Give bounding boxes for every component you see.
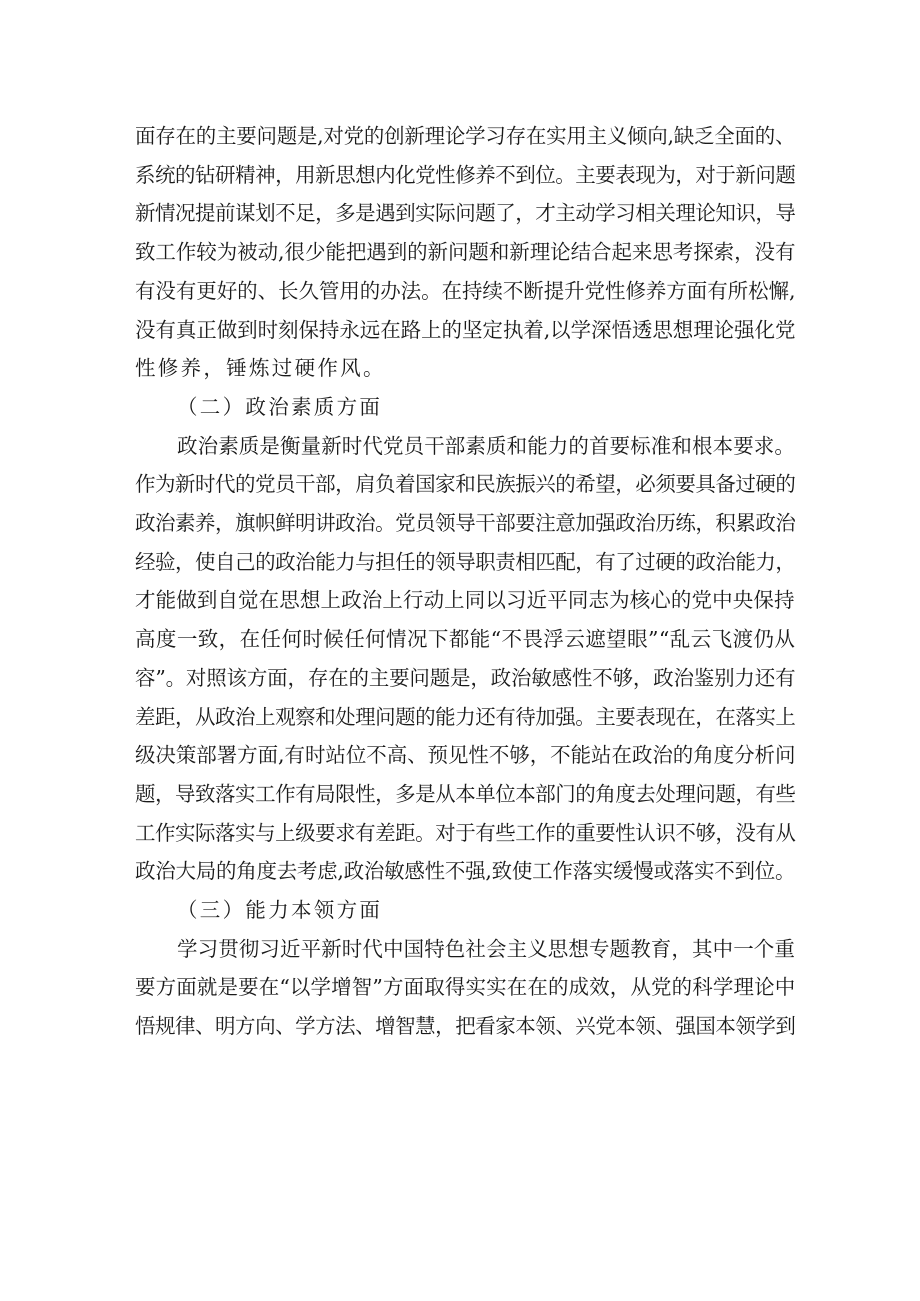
paragraph-2-line: 工作实际落实与上级要求有差距。对于有些工作的重要性认识不够，没有从 bbox=[135, 820, 796, 845]
paragraph-2-line: 级决策部署方面,有时站位不高、预见性不够，不能站在政治的角度分析问 bbox=[135, 743, 796, 768]
paragraph-1-line: 有没有更好的、长久管用的办法。在持续不断提升党性修养方面有所松懈, bbox=[135, 278, 796, 303]
paragraph-3-line: 学习贯彻习近平新时代中国特色社会主义思想专题教育，其中一个重 bbox=[177, 936, 795, 961]
paragraph-2-line: 差距，从政治上观察和处理问题的能力还有待加强。主要表现在，在落实上 bbox=[135, 704, 796, 729]
paragraph-1-line: 系统的钻研精神，用新思想内化党性修养不到位。主要表现为，对于新问题 bbox=[135, 162, 796, 187]
paragraph-2-line: 作为新时代的党员干部，肩负着国家和民族振兴的希望，必须要具备过硬的 bbox=[135, 472, 796, 497]
paragraph-1-line: 新情况提前谋划不足，多是遇到实际问题了，才主动学习相关理论知识，导 bbox=[135, 201, 796, 226]
paragraph-1-line: 面存在的主要问题是,对党的创新理论学习存在实用主义倾向,缺乏全面的、 bbox=[135, 124, 796, 148]
paragraph-2-line: 题，导致落实工作有局限性，多是从本单位本部门的角度去处理问题，有些 bbox=[135, 781, 796, 806]
paragraph-2-line: 高度一致，在任何时候任何情况下都能“不畏浮云遮望眼”“乱云飞渡仍从 bbox=[135, 627, 796, 652]
paragraph-2-line: 容”。对照该方面，存在的主要问题是，政治敏感性不够，政治鉴别力还有 bbox=[135, 665, 796, 690]
paragraph-2-line: 政治素养，旗帜鲜明讲政治。党员领导干部要注意加强政治历练，积累政治 bbox=[135, 511, 796, 535]
paragraph-3-line: 悟规律、明方向、学方法、增智慧，把看家本领、兴党本领、强国本领学到 bbox=[135, 1014, 796, 1039]
paragraph-2-line: 政治大局的角度去考虑,政治敏感性不强,致使工作落实缓慢或落实不到位。 bbox=[135, 859, 796, 884]
section-heading-2: （二）政治素质方面 bbox=[177, 394, 383, 419]
paragraph-2-line: 政治素质是衡量新时代党员干部素质和能力的首要标准和根本要求。 bbox=[177, 433, 795, 458]
paragraph-1-line: 致工作较为被动,很少能把遇到的新问题和新理论结合起来思考探索，没有 bbox=[135, 240, 796, 265]
paragraph-1-line: 没有真正做到时刻保持永远在路上的坚定执着,以学深悟透思想理论强化党 bbox=[135, 317, 796, 342]
paragraph-2-line: 经验，使自己的政治能力与担任的领导职责相匹配，有了过硬的政治能力， bbox=[135, 549, 796, 574]
paragraph-2-line: 才能做到自觉在思想上政治上行动上同以习近平同志为核心的党中央保持 bbox=[135, 588, 795, 613]
paragraph-1-line: 性修养，锤炼过硬作风。 bbox=[135, 356, 386, 381]
section-heading-3: （三）能力本领方面 bbox=[177, 898, 383, 922]
paragraph-3-line: 要方面就是要在“以学增智”方面取得实实在在的成效，从党的科学理论中 bbox=[135, 975, 796, 1000]
